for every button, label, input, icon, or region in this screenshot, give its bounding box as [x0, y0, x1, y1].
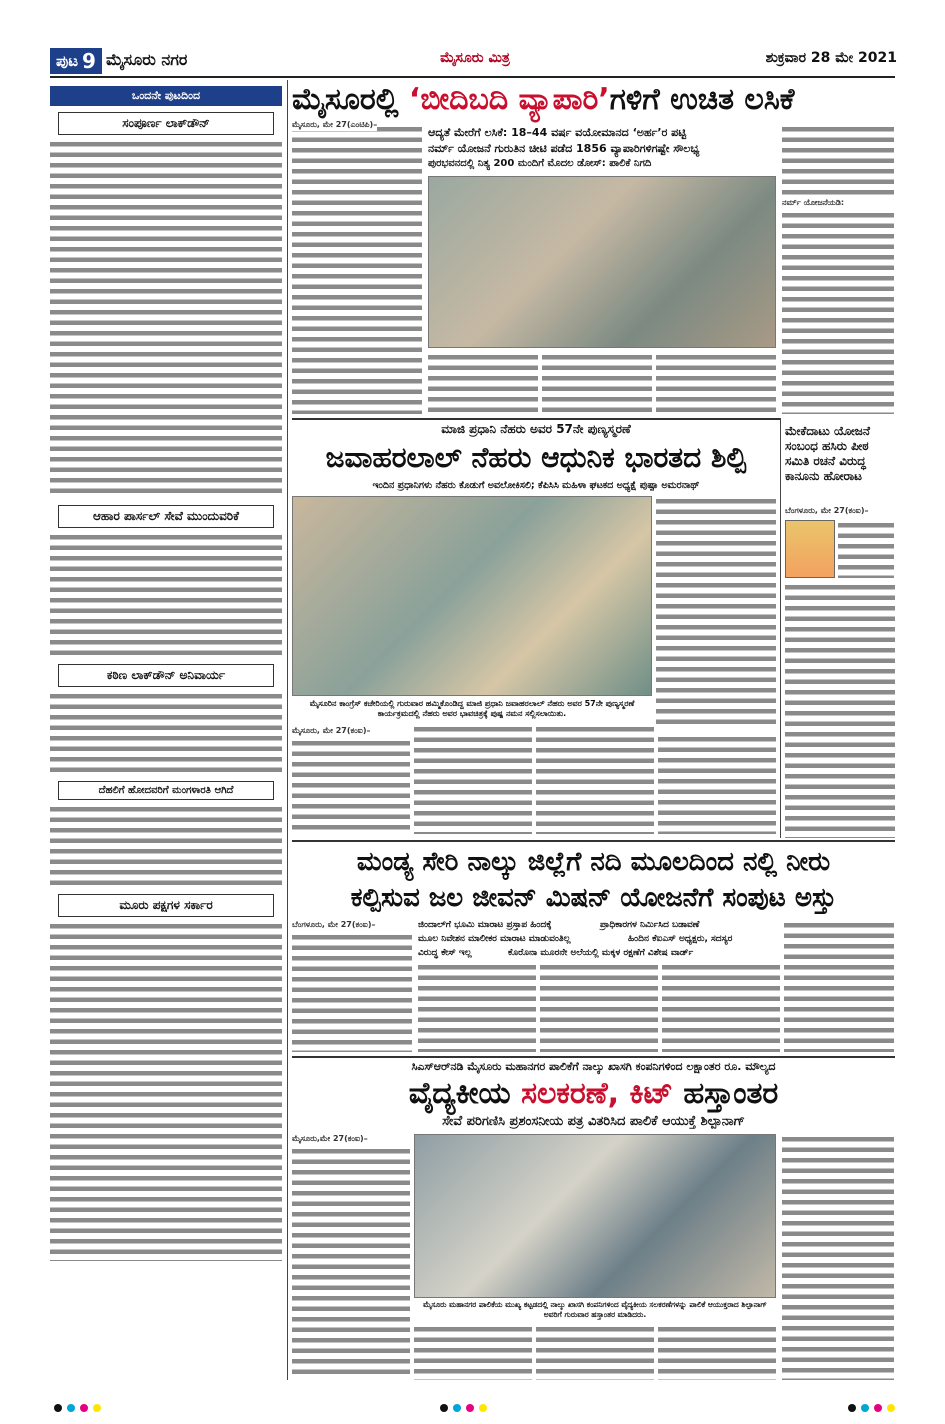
- water-bullet-5: ವಿರುದ್ಧ ಕೇಸ್ ಇಲ್ಲ: [418, 948, 472, 958]
- water-article-text: [662, 962, 780, 1052]
- registration-dot: [440, 1404, 448, 1412]
- vaccination-photo: [428, 176, 776, 348]
- page-label: ಪುಟ: [56, 52, 79, 70]
- lead-headline-part2: ಗಳಿಗೆ ಉಚಿತ ಲಸಿಕೆ: [609, 82, 795, 117]
- medical-headline: [292, 1076, 895, 1112]
- nehru-article-text: [536, 724, 654, 834]
- article-text: [50, 139, 282, 499]
- page-number: 9: [82, 49, 96, 73]
- medical-subhead: ಸೇವೆ ಪರಿಗಣಿಸಿ ಪ್ರಶಂಸನೀಯ ಪತ್ರ ವಿತರಿಸಿದ ಪಾಲಿಕೆ ಆಯುಕ್ತೆ ಶಿಲ್ಪಾನಾಗ್: [442, 1114, 745, 1129]
- medical-headline-part2: ಹಸ್ತಾಂತರ: [672, 1076, 779, 1111]
- nehru-article-text: [656, 496, 776, 730]
- lead-headline-part1: ಮೈಸೂರಲ್ಲಿ: [292, 82, 409, 117]
- left-column: [50, 80, 282, 1380]
- mekedatu-text: [785, 582, 895, 838]
- medical-kicker: ಸಿಎಸ್‌ಆರ್‌ನಡಿ ಮೈಸೂರು ಮಹಾನಗರ ಪಾಲಿಕೆಗೆ ನಾಲ್ಕು ಖಾಸಗಿ ಕಂಪನಿಗಳಿಂದ ಲಕ್ಷಾಂತರ ರೂ. ಮೌಲ್ಯದ: [411, 1060, 776, 1073]
- page-number-badge: [50, 48, 102, 74]
- lead-article-text: [782, 124, 894, 196]
- nehru-article-text: [658, 734, 776, 834]
- nehru-subhead: ಇಂದಿನ ಪ್ರಧಾನಿಗಳು ನೆಹರು ಕೊಡುಗೆ ಅವಲೋಕಿಸಲಿ; ಕೆಪಿಸಿಸಿ ಮಹಿಳಾ ಘಟಕದ ಅಧ್ಯಕ್ಷೆ ಪುಷ್ಪಾ ಅಮರನಾಥ್: [372, 480, 700, 491]
- nehru-article-text: [292, 738, 410, 834]
- registration-dot: [874, 1404, 882, 1412]
- registration-dot: [54, 1404, 62, 1412]
- lead-bullet-2: ನರ್ಮ್ ಯೋಜನೆ ಗುರುತಿನ ಚೀಟಿ ಪಡೆದ 1856 ವ್ಯಾಪಾರಿಗಳಿಗಷ್ಟೇ ಸೌಲಭ್ಯ: [428, 142, 700, 155]
- masthead-logo: ಮೈಸೂರು ಮಿತ್ರ: [440, 50, 510, 66]
- nehru-kicker: ಮಾಜಿ ಪ್ರಧಾನಿ ನೆಹರು ಅವರ 57ನೇ ಪುಣ್ಯಸ್ಮರಣೆ: [441, 422, 631, 436]
- water-bullet-6: ಕೊರೊನಾ ಮೂರನೇ ಅಲೆಯಲ್ಲಿ ಮಕ್ಕಳ ರಕ್ಷಣೆಗೆ ವಿಶೇಷ ವಾರ್ಡ್: [508, 948, 694, 958]
- water-dateline: ಬೆಂಗಳೂರು, ಮೇ 27(ಕಂಐ)–: [292, 920, 376, 929]
- nehru-photo-caption: ಮೈಸೂರಿನ ಕಾಂಗ್ರೆಸ್ ಕಚೇರಿಯಲ್ಲಿ ಗುರುವಾರ ಹಮ್ಮಿಕೊಂಡಿದ್ದ ಮಾಜಿ ಪ್ರಧಾನಿ ಜವಾಹರಲಾಲ್ ನೆಹರು ಅವರ 57ನೇ ಪುಣ್ಯಸ್ಮರಣೆ ಕಾರ್ಯಕ್ರಮದಲ್ಲಿ ನೆಹರು ಅವರ ಭಾವಚಿತ್ರಕ್ಕೆ ಪುಷ್ಪ ನಮನ ಸಲ್ಲಿಸಲಾಯಿತು.: [309, 699, 635, 718]
- water-article-text: [418, 962, 536, 1052]
- lead-dateline: ಮೈಸೂರು, ಮೇ 27(ಎಂಟಿಪಿ)–: [292, 120, 378, 129]
- medical-photo-caption: ಮೈಸೂರು ಮಹಾನಗರ ಪಾಲಿಕೆಯ ಮುಖ್ಯ ಕಟ್ಟಡದಲ್ಲಿ ನಾಲ್ಕು ಖಾಸಗಿ ಕಂಪನಿಗಳಿಂದ ವೈದ್ಯಕೀಯ ಸಲಕರಣೆಗಳನ್ನು ಪಾಲಿಕೆ ಆಯುಕ್ತರಾದ ಶಿಲ್ಪಾನಾಗ್ ಅವರಿಗೆ ಗುರುವಾರ ಹಸ್ತಾಂತರ ಮಾಡಿದರು.: [423, 1300, 767, 1319]
- water-article-text: [540, 962, 658, 1052]
- page-date: ಶುಕ್ರವಾರ 28 ಮೇ 2021: [765, 50, 897, 66]
- header-rule: [50, 76, 895, 78]
- nehru-headline: ಜವಾಹರಲಾಲ್ ನೆಹರು ಆಧುನಿಕ ಭಾರತದ ಶಿಲ್ಪಿ: [325, 441, 747, 474]
- article-text: [50, 921, 282, 1261]
- water-headline-line2: ಕಲ್ಪಿಸುವ ಜಲ ಜೀವನ್ ಮಿಷನ್ ಯೋಜನೆಗೆ ಸಂಪುಟ ಅಸ್ತು: [350, 883, 837, 913]
- medical-article-text: [782, 1134, 894, 1380]
- lead-article-text: [542, 352, 652, 414]
- lead-bullet-3: ಪುರಭವನದಲ್ಲಿ ನಿತ್ಯ 200 ಮಂದಿಗೆ ಮೊದಲ ಡೋಸ್: ಪಾಲಿಕೆ ನಿಗದಿ: [428, 158, 652, 169]
- registration-dot: [479, 1404, 487, 1412]
- box-head-delhi: ದೆಹಲಿಗೆ ಹೋದವರಿಗೆ ಮಂಗಳಾರತಿ ಆಗಿದೆ: [58, 781, 274, 800]
- medical-handover-photo: [414, 1134, 776, 1298]
- lead-article-text: [292, 124, 422, 414]
- mekedatu-text: [838, 520, 894, 578]
- article-text: [50, 532, 282, 658]
- registration-dot: [887, 1404, 895, 1412]
- water-bullet-3: ಮೂಲ ನಿವೇಶನ ಮಾಲೀಕರ ಮಾರಾಟ ಮಾಡುವಂತಿಲ್ಲ: [418, 934, 571, 944]
- box-head-three-parties: ಮೂರು ಪಕ್ಷಗಳ ಸರ್ಕಾರ: [58, 894, 274, 917]
- continued-banner: ಒಂದನೇ ಪುಟದಿಂದ: [50, 86, 282, 106]
- medical-article-text: [658, 1324, 776, 1380]
- section-rule: [292, 418, 780, 420]
- water-article-text: [784, 920, 894, 1052]
- nehru-article-text: [414, 724, 532, 834]
- lead-headline: [292, 82, 892, 118]
- lead-article-text: [428, 352, 538, 414]
- minister-portrait: [785, 520, 835, 578]
- mekedatu-headline: ಮೇಕೆದಾಟು ಯೋಜನೆ ಸಂಬಂಧ ಹಸಿರು ಪೀಠ ಸಮಿತಿ ರಚನೆ ವಿರುದ್ಧ ಕಾನೂನು ಹೋರಾಟ: [785, 424, 871, 483]
- lead-headline-highlight: ‘ಬೀದಿಬದಿ ವ್ಯಾಪಾರಿ’: [408, 82, 610, 117]
- lead-bullet-1: ಆದ್ಯತೆ ಮೇರೆಗೆ ಲಸಿಕೆ: 18–44 ವರ್ಷ ವಯೋಮಾನದ ‘ಅರ್ಹ’ರ ಪಟ್ಟಿ: [428, 126, 687, 139]
- registration-dot: [861, 1404, 869, 1412]
- nehru-tribute-photo: [292, 496, 652, 696]
- registration-dot: [848, 1404, 856, 1412]
- lead-article-text: [656, 352, 776, 414]
- water-bullet-2: ಪ್ರಾಧಿಕಾರಗಳ ನಿರ್ಮಿಸಿದ ಬಡಾವಣೆ: [600, 920, 700, 930]
- registration-dot: [93, 1404, 101, 1412]
- box-head-lockdown: ಸಂಪೂರ್ಣ ಲಾಕ್‌ಡೌನ್: [58, 112, 274, 135]
- registration-dot: [80, 1404, 88, 1412]
- registration-dot: [67, 1404, 75, 1412]
- lead-article-text: [782, 210, 894, 414]
- registration-marks-center: [440, 1404, 487, 1412]
- medical-article-text: [414, 1324, 532, 1380]
- medical-dateline: ಮೈಸೂರು,ಮೇ 27(ಕಂಐ)–: [292, 1134, 368, 1143]
- mekedatu-dateline: ಬೆಂಗಳೂರು, ಮೇ 27(ಕಂಐ)–: [785, 506, 869, 515]
- water-bullet-1: ಜಿಂದಾಲ್‌ಗೆ ಭೂಮಿ ಮಾರಾಟ ಪ್ರಸ್ತಾಪ ಹಿಂದಕ್ಕೆ: [418, 920, 552, 930]
- medical-article-text: [292, 1146, 410, 1380]
- water-article-text: [292, 932, 412, 1052]
- registration-dot: [453, 1404, 461, 1412]
- section-title: ಮೈಸೂರು ನಗರ: [106, 50, 188, 69]
- registration-dot: [466, 1404, 474, 1412]
- box-head-strict-lockdown: ಕಠಿಣ ಲಾಕ್‌ಡೌನ್ ಅನಿವಾರ್ಯ: [58, 664, 274, 687]
- medical-article-text: [536, 1324, 654, 1380]
- column-divider: [780, 418, 781, 838]
- nehru-dateline: ಮೈಸೂರು, ಮೇ 27(ಕಂಐ)–: [292, 726, 371, 735]
- water-headline-line1: ಮಂಡ್ಯ ಸೇರಿ ನಾಲ್ಕು ಜಿಲ್ಲೆಗೆ ನದಿ ಮೂಲದಿಂದ ನಲ್ಲಿ ನೀರು: [356, 847, 831, 877]
- medical-headline-highlight: ಸಲಕರಣೆ, ಕಿಟ್: [521, 1076, 673, 1111]
- registration-marks-right: [848, 1404, 895, 1412]
- article-text: [50, 691, 282, 775]
- box-head-food-parcel: ಆಹಾರ ಪಾರ್ಸಲ್ ಸೇವೆ ಮುಂದುವರಿಕೆ: [58, 505, 274, 528]
- section-rule: [292, 1056, 895, 1058]
- column-divider: [287, 80, 288, 1380]
- section-rule: [292, 840, 895, 842]
- lead-sidebar-head: ನರ್ಮ್ ಯೋಜನೆಯಡಿ:: [782, 198, 845, 207]
- medical-headline-part1: ವೈದ್ಯಕೀಯ: [408, 1076, 522, 1111]
- registration-marks-left: [54, 1404, 101, 1412]
- article-text: [50, 804, 282, 888]
- water-bullet-4: ಹಿಂದಿನ ಕೆಐಎಸ್ ಅಧ್ಯಕ್ಷರು, ಸದಸ್ಯರ: [628, 934, 733, 944]
